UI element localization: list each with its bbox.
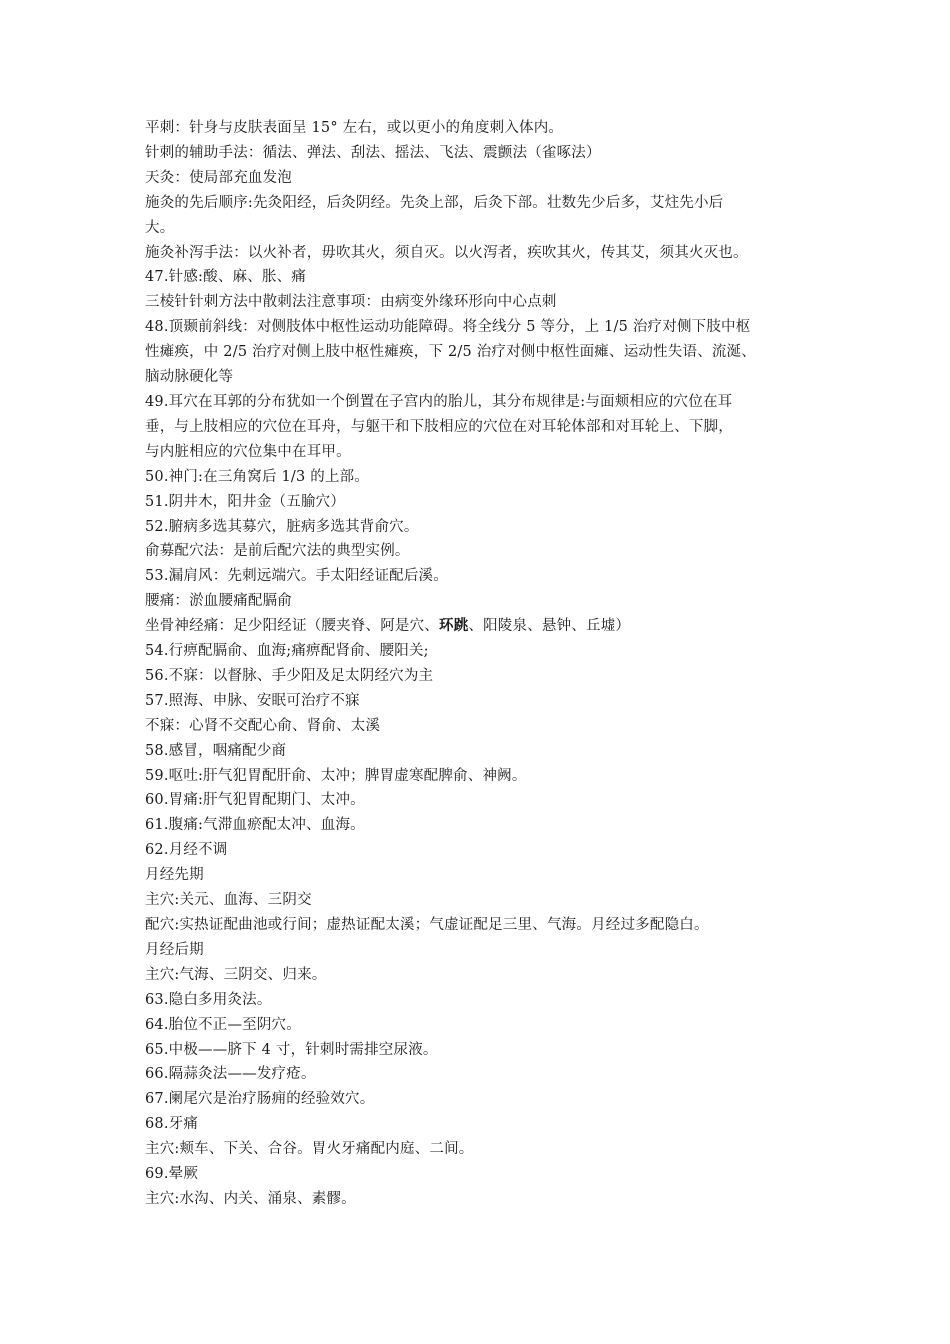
text-line: 59.呕吐:肝气犯胃配肝俞、太冲；脾胃虚寒配脾俞、神阙。 <box>145 767 527 784</box>
text-line: 垂，与上肢相应的穴位在耳舟，与躯干和下肢相应的穴位在对耳轮体部和对耳轮上、下脚， <box>145 418 733 435</box>
text-line: 48.顶颞前斜线：对侧肢体中枢性运动功能障碍。将全线分 5 等分，上 1/5 治疗对侧下肢中枢 <box>145 319 751 336</box>
text-line: 主穴:关元、血海、三阴交 <box>145 892 312 909</box>
text-line: 施灸补泻手法：以火补者，毋吹其火，须自灭。以火泻者，疾吹其火，传其艾，须其火灭也。 <box>145 244 748 261</box>
text-line: 68.牙痛 <box>145 1116 199 1133</box>
sciatica-text-before: 坐骨神经痛：足少阳经证（腰夹脊、阿是穴、 <box>145 618 439 635</box>
document-body <box>145 116 813 1212</box>
text-line: 51.阴井木，阳井金（五腧穴） <box>145 493 346 510</box>
text-line: 50.神门:在三角窝后 1/3 的上部。 <box>145 468 369 485</box>
text-line: 57.照海、申脉、安眠可治疗不寐 <box>145 692 360 709</box>
text-line: 66.隔蒜灸法——发疗疮。 <box>145 1066 316 1083</box>
text-line: 三棱针针刺方法中散刺法注意事项：由病变外缘环形向中心点刺 <box>145 294 557 311</box>
text-line: 56.不寐：以督脉、手少阳及足太阴经穴为主 <box>145 667 434 684</box>
text-line: 施灸的先后顺序:先灸阳经，后灸阴经。先灸上部，后灸下部。壮数先少后多，艾炷先小后 <box>145 194 724 211</box>
sciatica-text-bold: 环跳 <box>439 617 469 635</box>
text-line: 月经后期 <box>145 941 204 958</box>
text-line: 与内脏相应的穴位集中在耳甲。 <box>145 443 351 460</box>
text-line: 俞募配穴法：是前后配穴法的典型实例。 <box>145 543 410 560</box>
text-line: 月经先期 <box>145 867 204 884</box>
text-line: 配穴:实热证配曲池或行间；虚热证配太溪；气虚证配足三里、气海。月经过多配隐白。 <box>145 917 709 933</box>
text-line: 53.漏肩风：先刺远端穴。手太阳经证配后溪。 <box>145 568 448 585</box>
text-line: 腰痛：淤血腰痛配膈俞 <box>145 593 292 610</box>
text-line: 不寐：心肾不交配心俞、肾俞、太溪 <box>145 717 381 734</box>
text-line: 64.胎位不正—至阴穴。 <box>145 1016 301 1033</box>
text-line: 62.月经不调 <box>145 842 228 859</box>
text-line: 天灸：使局部充血发泡 <box>145 169 292 186</box>
text-line: 大。 <box>145 219 175 236</box>
text-line: 针刺的辅助手法：循法、弹法、刮法、摇法、飞法、震颤法（雀啄法） <box>145 144 601 161</box>
text-line: 平刺：针身与皮肤表面呈 15° 左右，或以更小的角度刺入体内。 <box>145 120 564 136</box>
text-line: 63.隐白多用灸法。 <box>145 991 272 1008</box>
text-line: 主穴:水沟、内关、涌泉、素髎。 <box>145 1190 356 1207</box>
text-line: 主穴:气海、三阴交、归来。 <box>145 966 327 983</box>
text-line: 67.阑尾穴是治疗肠痈的经验效穴。 <box>145 1091 375 1108</box>
sciatica-text-after: 、阳陵泉、悬钟、丘墟） <box>468 618 631 635</box>
sciatica-line <box>145 614 813 639</box>
text-line: 性瘫痪，中 2/5 治疗对侧上肢中枢性瘫痪，下 2/5 治疗对侧中枢性面瘫、运动性失语、流涎、 <box>145 344 757 361</box>
text-line: 65.中极——脐下 4 寸，针刺时需排空尿液。 <box>145 1041 438 1058</box>
text-line: 49.耳穴在耳郭的分布犹如一个倒置在子宫内的胎儿，其分布规律是:与面颊相应的穴位在耳 <box>145 393 733 410</box>
text-line: 58.感冒，咽痛配少商 <box>145 742 287 759</box>
text-line: 69.晕厥 <box>145 1166 199 1183</box>
text-line: 脑动脉硬化等 <box>145 369 234 386</box>
text-line: 47.针感:酸、麻、胀、痛 <box>145 269 307 286</box>
text-line: 61.腹痛:气滞血瘀配太冲、血海。 <box>145 817 365 834</box>
text-line: 52.腑病多选其募穴，脏病多选其背俞穴。 <box>145 518 419 535</box>
text-line: 60.胃痛:肝气犯胃配期门、太冲。 <box>145 792 365 809</box>
text-line: 54.行痹配膈俞、血海;痛痹配肾俞、腰阳关; <box>145 643 429 660</box>
text-line: 主穴:颊车、下关、合谷。胃火牙痛配内庭、二间。 <box>145 1141 474 1158</box>
